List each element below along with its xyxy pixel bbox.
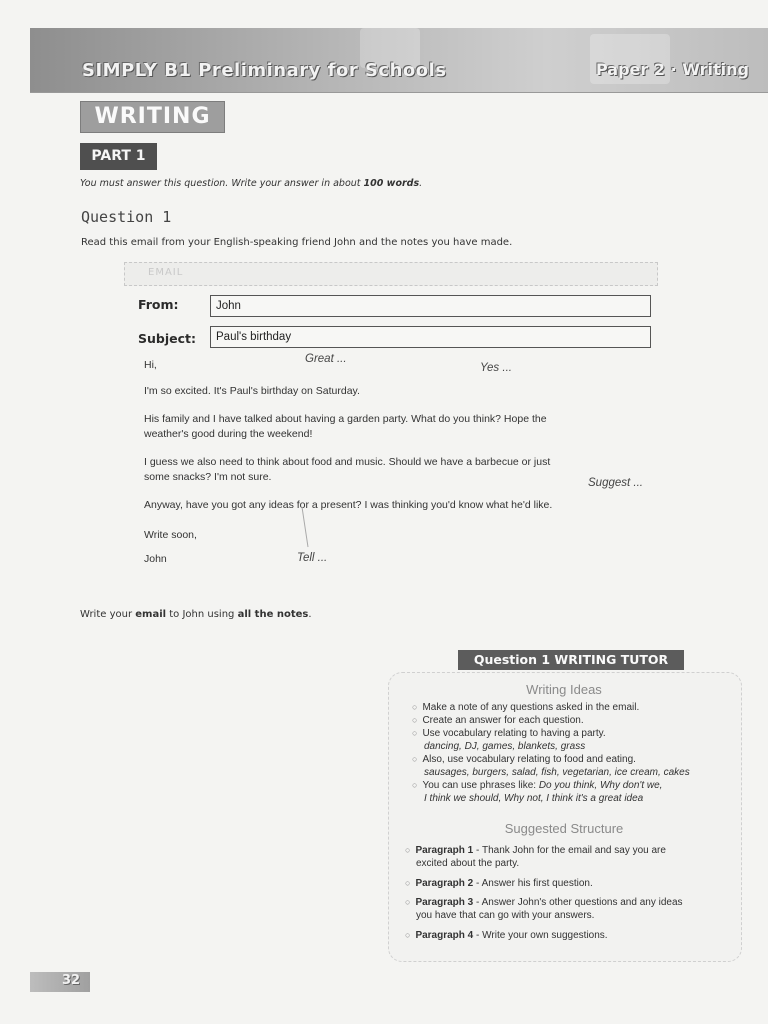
subject-field: Paul's birthday bbox=[210, 326, 651, 348]
note-tell: Tell ... bbox=[297, 552, 328, 564]
bullet-icon: ○ bbox=[412, 780, 418, 790]
write-instruction-part-2: to John using bbox=[166, 609, 238, 620]
idea-phrases-continued: I think we should, Why not, I think it's a great idea bbox=[424, 793, 644, 804]
from-label: From: bbox=[138, 297, 179, 312]
header-divider bbox=[30, 92, 768, 93]
bullet-icon: ○ bbox=[412, 728, 418, 738]
email-paragraph-2-line-2: weather's good during the weekend! bbox=[144, 428, 313, 440]
email-signoff: Write soon, bbox=[144, 529, 197, 541]
email-header-strip bbox=[124, 262, 658, 286]
suggested-structure-heading: Suggested Structure bbox=[504, 821, 624, 836]
structure-text: - Write your own suggestions. bbox=[473, 930, 608, 941]
structure-text: - Answer his first question. bbox=[473, 878, 593, 889]
email-paragraph-1: I'm so excited. It's Paul's birthday on Saturday. bbox=[144, 385, 360, 397]
bullet-icon: ○ bbox=[405, 878, 411, 888]
write-instruction-bold-1: email bbox=[135, 609, 167, 620]
page-number-tab bbox=[30, 972, 90, 992]
writing-ideas-heading: Writing Ideas bbox=[526, 682, 602, 697]
idea-item bbox=[412, 754, 636, 765]
bullet-icon: ○ bbox=[412, 715, 418, 725]
idea-text: Make a note of any questions asked in the email. bbox=[422, 702, 640, 713]
write-instruction-part-1: Write your bbox=[80, 609, 136, 620]
structure-item bbox=[405, 930, 608, 941]
idea-text: Create an answer for each question. bbox=[422, 715, 584, 726]
structure-item bbox=[405, 897, 683, 908]
note-pointer-line bbox=[290, 505, 320, 550]
structure-text-continued: excited about the party. bbox=[416, 858, 520, 869]
note-suggest: Suggest ... bbox=[588, 477, 643, 489]
structure-label: Paragraph 1 bbox=[415, 845, 474, 856]
write-instruction bbox=[80, 609, 312, 620]
instruction-word-count: 100 words bbox=[363, 178, 420, 189]
idea-item bbox=[412, 715, 584, 726]
question-intro: Read this email from your English-speaking friend John and the notes you have made. bbox=[81, 237, 513, 248]
write-instruction-part-3: . bbox=[308, 609, 312, 620]
idea-example: dancing, DJ, games, blankets, grass bbox=[424, 741, 586, 752]
paper-label: Paper 2 · Writing bbox=[596, 60, 749, 79]
email-paragraph-3-line-2: some snacks? I'm not sure. bbox=[144, 471, 272, 483]
idea-example: sausages, burgers, salad, fish, vegetarian, ice cream, cakes bbox=[424, 767, 690, 778]
email-paragraph-2-line-1: His family and I have talked about having a garden party. What do you think? Hope the bbox=[144, 413, 547, 425]
email-paragraph-4: Anyway, have you got any ideas for a present? I was thinking you'd know what he'd like. bbox=[144, 499, 553, 511]
structure-text: - Thank John for the email and say you are bbox=[473, 845, 666, 856]
from-field: John bbox=[210, 295, 651, 317]
idea-text: Also, use vocabulary relating to food and eating. bbox=[422, 754, 636, 765]
subject-label: Subject: bbox=[138, 331, 196, 346]
task-instruction bbox=[80, 178, 422, 189]
structure-text-continued: you have that can go with your answers. bbox=[416, 910, 595, 921]
email-paragraph-3-line-1: I guess we also need to think about food and music. Should we have a barbecue or just bbox=[144, 456, 551, 468]
structure-text: - Answer John's other questions and any ideas bbox=[473, 897, 683, 908]
bullet-icon: ○ bbox=[412, 702, 418, 712]
idea-phrases: Do you think, Why don't we, bbox=[538, 780, 663, 791]
email-greeting: Hi, bbox=[144, 359, 157, 371]
idea-text: You can use phrases like: bbox=[422, 780, 539, 791]
structure-label: Paragraph 2 bbox=[415, 878, 474, 889]
structure-label: Paragraph 3 bbox=[415, 897, 474, 908]
idea-item bbox=[412, 780, 662, 791]
instruction-suffix: . bbox=[419, 178, 423, 189]
bullet-icon: ○ bbox=[405, 897, 411, 907]
bullet-icon: ○ bbox=[405, 930, 411, 940]
structure-item bbox=[405, 845, 666, 856]
bullet-icon: ○ bbox=[412, 754, 418, 764]
idea-item bbox=[412, 728, 606, 739]
writing-tutor-header: Question 1 WRITING TUTOR bbox=[458, 650, 684, 670]
email-label: EMAIL bbox=[148, 267, 184, 278]
question-title: Question 1 bbox=[81, 208, 172, 226]
bullet-icon: ○ bbox=[405, 845, 411, 855]
instruction-prefix: You must answer this question. Write your answer in about bbox=[80, 178, 364, 189]
structure-item bbox=[405, 878, 593, 889]
write-instruction-bold-2: all the notes bbox=[237, 609, 309, 620]
note-yes: Yes ... bbox=[480, 362, 512, 374]
section-title: WRITING bbox=[80, 101, 225, 133]
part-badge: PART 1 bbox=[80, 143, 157, 170]
email-signature: John bbox=[144, 553, 167, 565]
structure-label: Paragraph 4 bbox=[415, 930, 474, 941]
idea-item bbox=[412, 702, 639, 713]
idea-text: Use vocabulary relating to having a party. bbox=[422, 728, 606, 739]
note-great: Great ... bbox=[305, 353, 347, 365]
page-number: 32 bbox=[62, 973, 81, 988]
series-title: SIMPLY B1 Preliminary for Schools bbox=[82, 60, 447, 81]
